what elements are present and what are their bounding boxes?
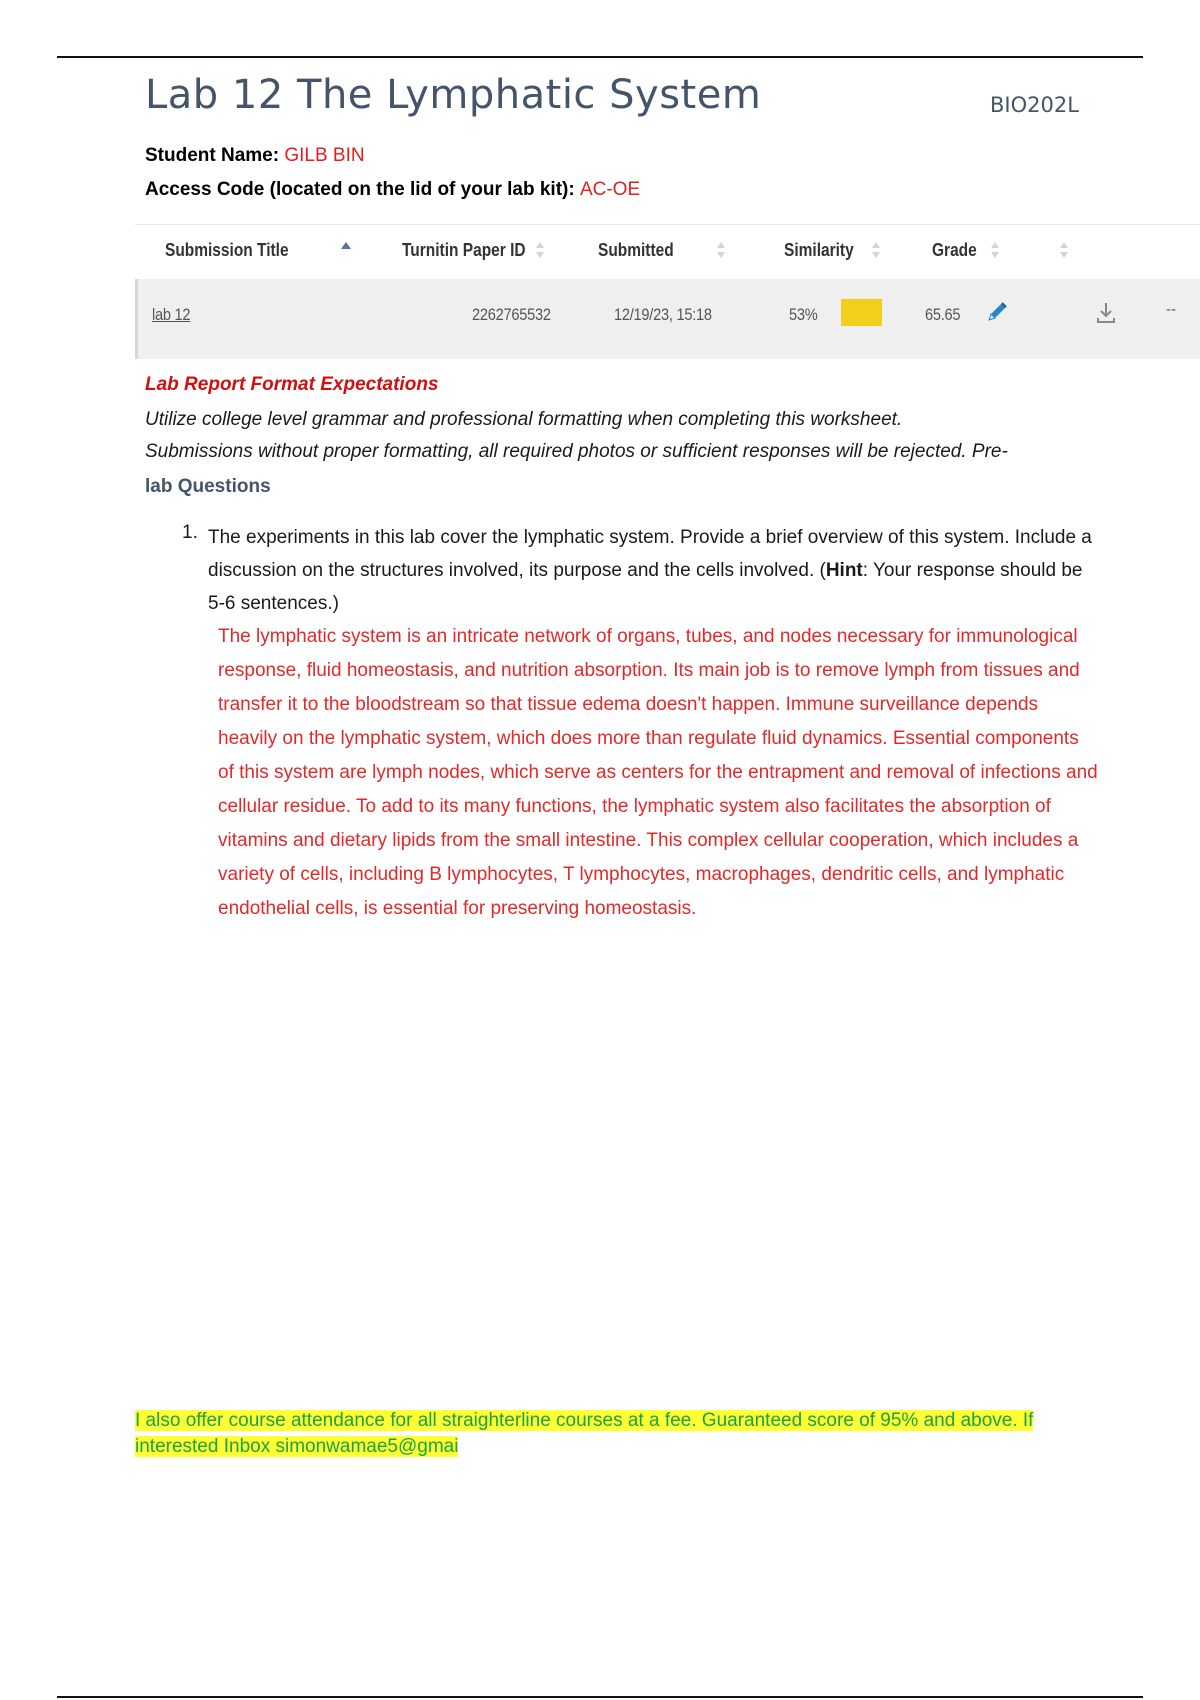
question-number: 1.: [182, 522, 198, 543]
sort-icon[interactable]: [536, 240, 545, 262]
bottom-rule: [57, 1696, 1143, 1698]
format-heading: Lab Report Format Expectations: [145, 374, 439, 395]
sort-asc-icon[interactable]: [341, 242, 351, 249]
question-text-b: : Your response should be 5-6 sentences.): [208, 560, 1083, 614]
format-line-1: Utilize college level grammar and professional formatting when completing this worksheet.: [145, 409, 903, 430]
access-code-label: Access Code (located on the lid of your lab kit):: [145, 179, 575, 200]
student-name-label: Student Name:: [145, 145, 280, 166]
question-text-a: The experiments in this lab cover the lymphatic system. Provide a brief overview of this system. Include a discussion on the structures involved, its purpose and the cells involved. (: [208, 527, 1092, 581]
access-code-value: AC-OE: [579, 179, 641, 200]
submission-table: [135, 224, 1200, 360]
course-code: BIO202L: [990, 93, 1079, 117]
submitted-date: 12/19/23, 15:18: [614, 305, 712, 324]
top-rule: [57, 56, 1143, 58]
col-grade[interactable]: Grade: [932, 240, 977, 260]
promo-highlight: I also offer course attendance for all straighterline courses at a fee. Guaranteed score of 95% and above. If interested Inbox simonwamae5@gmai: [135, 1410, 1034, 1457]
grade-value: 65.65: [925, 305, 961, 324]
table-header: [135, 224, 1200, 278]
question-text: [208, 521, 1098, 620]
similarity-value[interactable]: 53%: [789, 305, 818, 324]
similarity-indicator[interactable]: [841, 299, 882, 326]
page-title: Lab 12 The Lymphatic System: [145, 72, 762, 118]
promo-text: [135, 1408, 1100, 1460]
sort-icon[interactable]: [991, 240, 1000, 262]
sort-icon[interactable]: [1060, 240, 1069, 262]
access-code-field: [145, 179, 640, 201]
student-name-value: GILB BIN: [284, 145, 365, 166]
answer-text: The lymphatic system is an intricate network of organs, tubes, and nodes necessary for immunological response, fluid homeostasis, and nutrition absorption. Its main job is to remove lymph from tissues and transfer it to the bloodstream so that tissue edema doesn't happen. Immune surveillance depends heavily on the lymphatic system, which does more than regulate fluid dynamics. Essential components of this system are lymph nodes, which serve as centers for the entrapment and removal of infections and cellular residue. To add to its many functions, the lymphatic system also facilitates the absorption of vitamins and dietary lipids from the small intestine. This complex cellular cooperation, which includes a variety of cells, including B lymphocytes, T lymphocytes, macrophages, dendritic cells, and lymphatic endothelial cells, is essential for preserving homeostasis.: [218, 626, 1098, 919]
submission-title-link[interactable]: lab 12: [152, 305, 191, 324]
pencil-icon[interactable]: [984, 299, 1010, 325]
sort-icon[interactable]: [872, 240, 881, 262]
hint-label: Hint: [825, 560, 863, 581]
format-line-2: Submissions without proper formatting, all required photos or sufficient responses will be rejected. Pre-: [145, 441, 1008, 462]
table-row: [135, 279, 1200, 359]
col-similarity[interactable]: Similarity: [784, 240, 854, 260]
download-icon[interactable]: [1095, 301, 1117, 325]
student-name-field: [145, 145, 365, 167]
col-submission-title[interactable]: Submission Title: [165, 240, 289, 260]
col-submitted[interactable]: Submitted: [598, 240, 674, 260]
paper-id: 2262765532: [472, 305, 551, 324]
prelab-heading: lab Questions: [145, 476, 271, 497]
sort-icon[interactable]: [717, 240, 726, 262]
more-options[interactable]: --: [1166, 301, 1176, 318]
col-paper-id[interactable]: Turnitin Paper ID: [402, 240, 526, 260]
